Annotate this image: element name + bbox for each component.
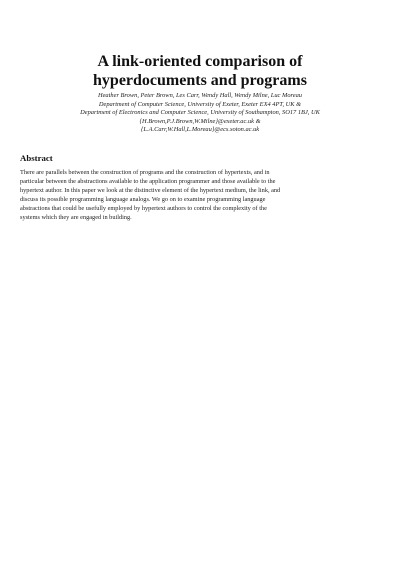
affiliation-exeter: Department of Computer Science, University of Exeter, Exeter EX4 4PT, UK &: [98, 100, 302, 108]
emails-southampton: {L.A.Carr,W.Hall,L.Moreau}@ecs.soton.ac.uk: [140, 126, 260, 133]
emails-exeter: {H.Brown,P.J.Brown,W.Milne}@exeter.ac.uk &: [139, 117, 261, 125]
paper-title: [40, 52, 360, 90]
author-block: [18, 92, 382, 135]
abstract-heading: Abstract: [20, 153, 53, 163]
affiliation-southampton: Department of Electronics and Computer Science, University of Southampton, SO17 1BJ, UK: [80, 109, 320, 116]
abstract-body: [20, 169, 382, 222]
title-line: hyperdocuments and programs: [93, 72, 307, 89]
title-line: A link-oriented comparison of: [97, 53, 303, 70]
abstract-line: abstractions that could be usefully employed by hypertext authors to control the complexity of the: [20, 204, 267, 212]
abstract-line: particular between the abstractions available to the application programmer and those available to the: [20, 177, 276, 185]
abstract-line: There are parallels between the construction of programs and the construction of hypertexts, and in: [20, 169, 270, 176]
author-names: Heather Brown, Peter Brown, Les Carr, Wendy Hall, Wendy Milne, Luc Moreau: [97, 92, 302, 99]
abstract-line: hypertext author. In this paper we look at the distinctive element of the hypertext medium, the link, and: [20, 186, 281, 194]
abstract-line: systems which they are engaged in building.: [20, 213, 132, 221]
abstract-line: discuss its possible programming language analogs. We go on to examine programming language: [20, 195, 266, 203]
